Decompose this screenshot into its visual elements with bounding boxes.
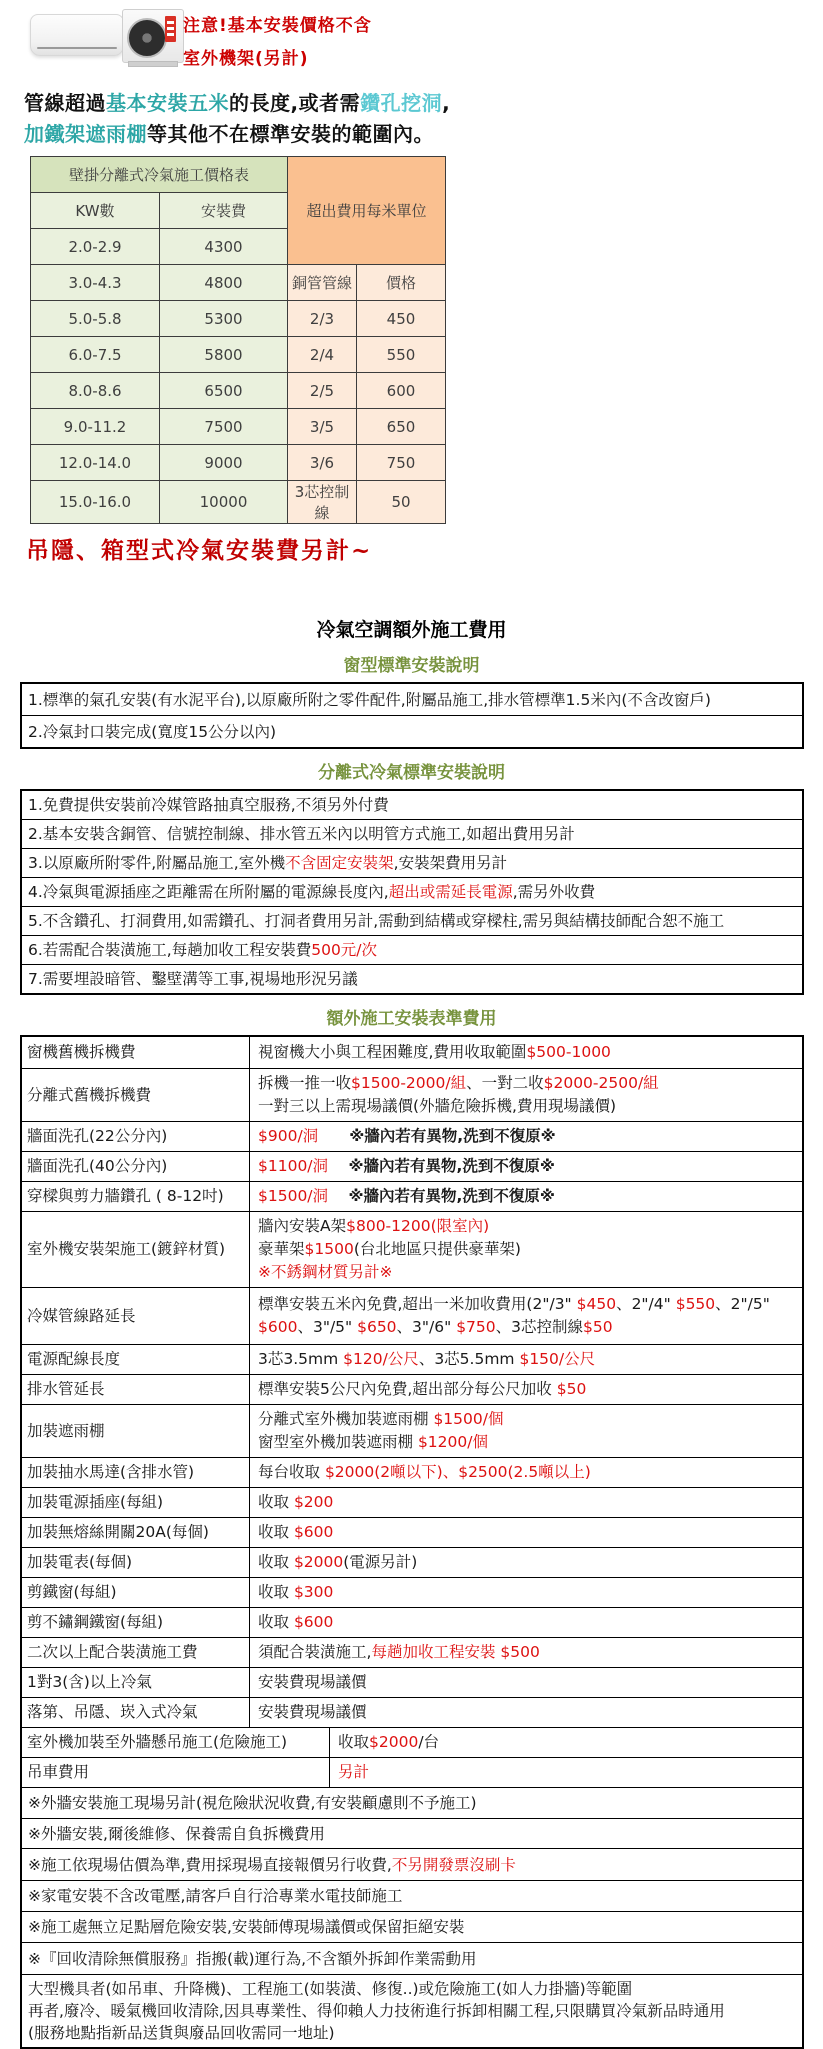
text-segment: $1100/洞	[258, 1157, 329, 1175]
note-line	[28, 2000, 796, 2022]
pipe-column-header: 銅管管線	[288, 265, 357, 301]
value-line	[258, 1408, 796, 1431]
fee-item-label: 剪不鏽鋼鐵窗(每組)	[22, 1608, 250, 1637]
text-segment: 、2"/4"	[616, 1295, 676, 1313]
text-segment: ,安裝架費用另計	[393, 854, 508, 872]
fee-item-value	[250, 1152, 802, 1181]
rule-text	[28, 689, 711, 711]
fee-item-label: 加裝遮雨棚	[22, 1405, 250, 1457]
note-row	[22, 1818, 802, 1848]
rule-row	[22, 715, 802, 747]
intro-paragraph	[24, 88, 823, 150]
excess-price-cell: 50	[357, 481, 446, 524]
text-segment: 3.以原廠所附零件,附屬品施工,室外機	[28, 854, 286, 872]
kw-range-cell: 12.0-14.0	[31, 445, 160, 481]
text-segment: 加鐵架遮雨棚	[24, 122, 147, 146]
fee-item-label: 加裝抽水馬達(含排水管)	[22, 1458, 250, 1487]
excess-price-cell: 750	[357, 445, 446, 481]
ceiling-cassette-note: 吊隱、箱型式冷氣安裝費另計~	[26, 537, 373, 564]
fee-item-value	[330, 1728, 802, 1757]
fee-item-value	[250, 1548, 802, 1577]
excess-price-cell: 650	[357, 409, 446, 445]
excess-price-cell: 550	[357, 337, 446, 373]
rule-row	[22, 848, 802, 877]
fee-item-value	[250, 1212, 802, 1287]
fee-item-value	[250, 1288, 802, 1344]
text-segment: ※『回收清除無償服務』指搬(載)運行為,不含額外拆卸作業需動用	[28, 1949, 477, 1968]
text-segment: 不含固定安裝架	[285, 854, 394, 872]
intro-line1	[24, 88, 823, 119]
value-line	[338, 1731, 796, 1754]
text-segment: $50	[583, 1318, 613, 1336]
fee-item-label: 1對3(含)以上冷氣	[22, 1668, 250, 1697]
kw-range-cell: 3.0-4.3	[31, 265, 160, 301]
fee-item-value	[250, 1698, 802, 1727]
text-segment: $1500/洞	[258, 1187, 329, 1205]
fee-item-value	[250, 1518, 802, 1547]
text-segment: 收取	[258, 1613, 294, 1631]
text-segment: $2000	[369, 1733, 419, 1751]
text-segment: $600	[258, 1318, 298, 1336]
text-segment: 1.免費提供安裝前冷媒管路抽真空服務,不須另外付費	[28, 796, 389, 814]
note-row	[22, 1848, 802, 1880]
fee-row	[22, 1637, 802, 1667]
text-segment: $200	[293, 1493, 334, 1511]
table-row	[31, 337, 446, 373]
fee-item-value	[330, 1758, 802, 1787]
text-segment: $120/公尺	[343, 1350, 419, 1368]
text-segment: ※牆內若有異物,洗到不復原※	[349, 1127, 556, 1145]
text-segment: 再者,廢冷、暖氣機回收清除,因具專業性、得仰賴人力技術進行拆卸相關工程,只限購買冷氣新品時通用	[28, 2002, 725, 2020]
fee-row	[22, 1181, 802, 1211]
fee-row	[22, 1487, 802, 1517]
kw-range-cell: 15.0-16.0	[31, 481, 160, 524]
fee-row	[22, 1037, 802, 1068]
text-segment: 視窗機大小與工程困難度,費用收取範圍	[258, 1043, 527, 1061]
fee-item-value	[250, 1182, 802, 1211]
text-segment: 收取	[258, 1493, 294, 1511]
text-segment: (台北地區只提供豪華架)	[353, 1240, 521, 1258]
text-segment	[318, 1127, 349, 1145]
fee-row	[22, 1757, 802, 1787]
fee-row	[22, 1457, 802, 1487]
header-block	[0, 4, 823, 69]
text-segment: 的長度,或者需	[229, 91, 361, 115]
value-line	[258, 1293, 796, 1339]
text-segment: 管線超過	[24, 91, 106, 115]
fee-row	[22, 1374, 802, 1404]
fee-item-value	[250, 1069, 802, 1121]
extra-fees-table	[20, 1035, 804, 2049]
rule-text	[28, 968, 358, 990]
note-row	[22, 1974, 802, 2047]
value-line	[258, 1581, 796, 1604]
ac-indoor-unit-image	[30, 14, 124, 56]
text-segment: 、2"/5"	[715, 1295, 770, 1313]
text-segment: $150/公尺	[519, 1350, 596, 1368]
text-segment: 收取	[258, 1553, 294, 1571]
fee-item-value	[250, 1037, 802, 1068]
text-segment: ※牆內若有異物,洗到不復原※	[348, 1187, 555, 1205]
text-segment: (電源另計)	[343, 1553, 418, 1571]
text-segment: ,需另外收費	[512, 883, 596, 901]
text-segment: (服務地點指新品送貨與廢品回收需同一地址)	[28, 2024, 335, 2042]
text-segment: 收取	[258, 1583, 294, 1601]
rule-text	[28, 939, 377, 961]
fee-item-label: 牆面洗孔(40公分內)	[22, 1152, 250, 1181]
text-segment: 、3"/5"	[297, 1318, 358, 1336]
fee-item-value	[250, 1375, 802, 1404]
wall-split-price-table	[30, 156, 446, 524]
fee-item-label: 牆面洗孔(22公分內)	[22, 1122, 250, 1151]
fee-row	[22, 1151, 802, 1181]
install-fee-cell: 5300	[160, 301, 288, 337]
fee-item-value	[250, 1638, 802, 1667]
text-segment: $650	[357, 1318, 397, 1336]
note-line	[28, 1948, 796, 1970]
kw-range-cell: 6.0-7.5	[31, 337, 160, 373]
text-segment: 安裝費現場議價	[258, 1673, 367, 1691]
text-segment: ※施工依現場估價為準,費用採現場直接報價另行收費,	[28, 1855, 392, 1874]
fee-row	[22, 1547, 802, 1577]
install-fee-cell: 6500	[160, 373, 288, 409]
fee-item-value	[250, 1578, 802, 1607]
table-row	[31, 373, 446, 409]
fee-item-label: 穿樑與剪力牆鑽孔 ( 8-12吋)	[22, 1182, 250, 1211]
fee-row	[22, 1287, 802, 1344]
text-segment: 標準安裝5公尺內免費,超出部分每公尺加收	[258, 1380, 557, 1398]
install-fee-cell: 5800	[160, 337, 288, 373]
fee-item-label: 加裝無熔絲開關20A(每個)	[22, 1518, 250, 1547]
note-line	[28, 1792, 796, 1814]
fee-row	[22, 1404, 802, 1457]
ac-outdoor-unit-image	[122, 9, 184, 63]
value-line	[258, 1461, 796, 1484]
fee-item-label: 加裝電表(每個)	[22, 1548, 250, 1577]
kw-range-cell: 9.0-11.2	[31, 409, 160, 445]
value-line	[258, 1238, 796, 1261]
text-segment: 6.若需配合裝潢施工,每趟加收工程安裝費	[28, 941, 312, 959]
value-line	[258, 1041, 796, 1064]
fee-row	[22, 1607, 802, 1637]
text-segment: 、一對二收	[466, 1074, 544, 1092]
fee-item-label: 電源配線長度	[22, 1345, 250, 1374]
value-line	[338, 1761, 796, 1784]
text-segment: $50	[556, 1380, 587, 1398]
fee-row	[22, 1344, 802, 1374]
text-segment: $550	[675, 1295, 716, 1313]
value-line	[258, 1551, 796, 1574]
fee-item-label: 加裝電源插座(每組)	[22, 1488, 250, 1517]
text-segment: ※施工處無立足點層危險安裝,安裝師傅現場議價或保留拒絕安裝	[28, 1918, 465, 1936]
install-fee-cell: 7500	[160, 409, 288, 445]
value-line	[258, 1215, 796, 1238]
window-rules-table	[20, 682, 804, 749]
text-segment: $1500/個	[433, 1410, 504, 1428]
text-segment: ※不銹鋼材質另計※	[258, 1263, 393, 1281]
split-rules-table	[20, 789, 804, 995]
value-line	[258, 1261, 796, 1284]
fee-item-value	[250, 1488, 802, 1517]
outdoor-unit-label-badge	[165, 16, 176, 42]
rule-text	[28, 910, 724, 932]
text-segment: 超出或需延長電源	[388, 883, 513, 901]
fee-item-label: 吊車費用	[22, 1758, 330, 1787]
note-row	[22, 1787, 802, 1818]
rule-row	[22, 964, 802, 993]
pipe-size-cell: 2/4	[288, 337, 357, 373]
text-segment: $1200/個	[417, 1433, 488, 1451]
text-segment: 500元/次	[311, 941, 378, 959]
notice-text	[183, 10, 372, 76]
text-segment: 2.冷氣封口裝完成(寬度15公分以內)	[28, 722, 277, 741]
table-row	[31, 265, 446, 301]
text-segment: $900/洞	[258, 1127, 319, 1145]
rule-row	[22, 819, 802, 848]
text-segment: $300	[293, 1583, 334, 1601]
text-segment: $800-1200(限室內)	[346, 1217, 490, 1235]
intro-line2	[24, 119, 823, 150]
text-segment: 等其他不在標準安裝的範圍內。	[147, 122, 434, 146]
value-line	[258, 1072, 796, 1095]
text-segment: 標準安裝五米內免費,超出一米加收費用(2"/3"	[258, 1295, 577, 1313]
rule-text	[28, 794, 389, 816]
note-row	[22, 1911, 802, 1942]
text-segment: 、3芯5.5mm	[418, 1350, 520, 1368]
fee-item-value	[250, 1345, 802, 1374]
rule-text	[28, 852, 507, 874]
value-line	[258, 1641, 796, 1664]
fan-icon	[127, 18, 167, 58]
fee-item-value	[250, 1668, 802, 1697]
pipe-size-cell: 2/3	[288, 301, 357, 337]
kw-column-header: KW數	[31, 193, 160, 229]
text-segment: $500-1000	[526, 1043, 611, 1061]
text-segment: ※牆內若有異物,洗到不復原※	[348, 1157, 555, 1175]
text-segment: /台	[418, 1733, 440, 1751]
text-segment: 3芯3.5mm	[258, 1350, 344, 1368]
install-fee-cell: 10000	[160, 481, 288, 524]
fee-row	[22, 1517, 802, 1547]
rule-row	[22, 877, 802, 906]
fee-item-label: 排水管延長	[22, 1375, 250, 1404]
text-segment: ※外牆安裝,爾後維修、保養需自負拆機費用	[28, 1824, 325, 1843]
text-segment	[328, 1187, 348, 1205]
note-row	[22, 1880, 802, 1911]
notice-line1: 注意!基本安裝價格不含	[183, 16, 372, 36]
rule-row	[22, 684, 802, 715]
rule-text	[28, 721, 276, 743]
excess-price-cell: 600	[357, 373, 446, 409]
text-segment: 收取	[338, 1733, 370, 1751]
price-table-title: 壁掛分離式冷氣施工價格表	[31, 157, 288, 193]
text-segment: $600	[293, 1523, 334, 1541]
fee-item-value	[250, 1122, 802, 1151]
page-title: 冷氣空調額外施工費用	[316, 619, 507, 641]
table-row	[31, 445, 446, 481]
note-line	[28, 2022, 796, 2044]
value-line	[258, 1378, 796, 1401]
table-row	[31, 157, 446, 193]
fee-item-label: 二次以上配合裝潢施工費	[22, 1638, 250, 1667]
text-segment: 窗型室外機加裝遮雨棚	[258, 1433, 418, 1451]
fee-item-value	[250, 1608, 802, 1637]
text-segment: 5.不含鑽孔、打洞費用,如需鑽孔、打洞者費用另計,需動到結構或穿樑柱,需另與結構技師配合恕不施工	[28, 912, 725, 930]
fee-item-label: 剪鐵窗(每組)	[22, 1578, 250, 1607]
fee-row	[22, 1211, 802, 1287]
text-segment: ※家電安裝不含改電壓,請客戶自行洽專業水電技師施工	[28, 1887, 403, 1905]
table-row	[31, 409, 446, 445]
text-segment	[328, 1157, 348, 1175]
fee-row	[22, 1667, 802, 1697]
text-segment: 另計	[338, 1763, 370, 1781]
rule-row	[22, 935, 802, 964]
install-fee-cell: 9000	[160, 445, 288, 481]
fee-item-value	[250, 1405, 802, 1457]
text-segment: 大型機具者(如吊車、升降機)、工程施工(如裝潢、修復..)或危險施工(如人力掛牆)等範圍	[28, 1980, 633, 1998]
fee-row	[22, 1577, 802, 1607]
text-segment: 拆機一推一收	[258, 1074, 352, 1092]
text-segment: 牆內安裝A架	[258, 1217, 347, 1235]
value-line	[258, 1701, 796, 1724]
fee-column-header: 安裝費	[160, 193, 288, 229]
value-line	[258, 1185, 796, 1208]
text-segment: 1.標準的氣孔安裝(有水泥平台),以原廠所附之零件配件,附屬品施工,排水管標準1.5米內(不含改窗戶)	[28, 690, 711, 709]
text-segment: $450	[576, 1295, 617, 1313]
extra-fees-heading: 額外施工安裝表準費用	[326, 1009, 497, 1029]
value-line	[258, 1611, 796, 1634]
value-line	[258, 1155, 796, 1178]
text-segment: 每台收取	[258, 1463, 325, 1481]
outdoor-unit-feet	[129, 62, 177, 66]
rule-row	[22, 791, 802, 819]
note-line	[28, 1885, 796, 1907]
text-segment: ,	[442, 91, 451, 115]
fee-item-value	[250, 1458, 802, 1487]
price-column-header: 價格	[357, 265, 446, 301]
fee-item-label: 冷媒管線路延長	[22, 1288, 250, 1344]
text-segment: 鑽孔挖洞	[360, 91, 443, 115]
value-line	[258, 1125, 796, 1148]
fee-row	[22, 1727, 802, 1757]
fee-item-label: 窗機舊機拆機費	[22, 1037, 250, 1068]
pipe-size-cell: 3/6	[288, 445, 357, 481]
fee-row	[22, 1068, 802, 1121]
pipe-size-cell: 3芯控制線	[288, 481, 357, 524]
text-segment: 基本安裝五米	[106, 91, 229, 115]
value-line	[258, 1491, 796, 1514]
text-segment: 不另開發票沒刷卡	[391, 1855, 516, 1874]
text-segment: 每趟加收工程安裝 $500	[371, 1643, 540, 1661]
fee-item-label: 分離式舊機拆機費	[22, 1069, 250, 1121]
pipe-size-cell: 3/5	[288, 409, 357, 445]
text-segment: 安裝費現場議價	[258, 1703, 367, 1721]
text-segment: 分離式室外機加裝遮雨棚	[258, 1410, 434, 1428]
text-segment: $750	[456, 1318, 496, 1336]
excess-fee-header: 超出費用每米單位	[288, 157, 446, 265]
text-segment: 4.冷氣與電源插座之距離需在所附屬的電源線長度內,	[28, 883, 389, 901]
note-line	[28, 1823, 796, 1845]
fee-row	[22, 1697, 802, 1727]
text-segment: $2000-2500/組	[543, 1074, 659, 1092]
fee-row	[22, 1121, 802, 1151]
text-segment: 須配合裝潢施工,	[258, 1643, 372, 1661]
kw-range-cell: 5.0-5.8	[31, 301, 160, 337]
table-row	[31, 301, 446, 337]
kw-range-cell: 8.0-8.6	[31, 373, 160, 409]
notice-line2: 室外機架(另計)	[183, 49, 309, 69]
pipe-size-cell: 2/5	[288, 373, 357, 409]
text-segment: 收取	[258, 1523, 294, 1541]
text-segment: $2000	[293, 1553, 344, 1571]
text-segment: $1500-2000/組	[351, 1074, 467, 1092]
value-line	[258, 1431, 796, 1454]
value-line	[258, 1348, 796, 1371]
text-segment: 一對三以上需現場議價(外牆危險拆機,費用現場議價)	[258, 1097, 617, 1115]
install-fee-cell: 4800	[160, 265, 288, 301]
split-standard-heading: 分離式冷氣標準安裝說明	[318, 763, 505, 783]
text-segment: $600	[293, 1613, 334, 1631]
excess-price-cell: 450	[357, 301, 446, 337]
rule-row	[22, 906, 802, 935]
note-line	[28, 1978, 796, 2000]
rule-text	[28, 881, 595, 903]
note-row	[22, 1942, 802, 1974]
window-standard-heading: 窗型標準安裝說明	[343, 656, 480, 676]
text-segment: ※外牆安裝施工現場另計(視危險狀況收費,有安裝顧慮則不予施工)	[28, 1794, 477, 1812]
kw-range-cell: 2.0-2.9	[31, 229, 160, 265]
value-line	[258, 1095, 796, 1118]
text-segment: $2000(2噸以下)、$2500(2.5噸以上)	[324, 1463, 591, 1481]
text-segment: 、3"/6"	[396, 1318, 457, 1336]
install-fee-cell: 4300	[160, 229, 288, 265]
text-segment: 2.基本安裝含銅管、信號控制線、排水管五米內以明管方式施工,如超出費用另計	[28, 825, 575, 843]
fee-item-label: 室外機加裝至外牆懸吊施工(危險施工)	[22, 1728, 330, 1757]
table-row	[31, 481, 446, 524]
note-line	[28, 1854, 796, 1876]
text-segment: 7.需要埋設暗管、鑿壁溝等工事,視場地形況另議	[28, 970, 358, 988]
fee-item-label: 室外機安裝架施工(鍍鋅材質)	[22, 1212, 250, 1287]
text-segment: $1500	[304, 1240, 354, 1258]
text-segment: 、3芯控制線	[495, 1318, 584, 1336]
value-line	[258, 1521, 796, 1544]
fee-item-label: 落第、吊隱、崁入式冷氣	[22, 1698, 250, 1727]
text-segment: 豪華架	[258, 1240, 305, 1258]
value-line	[258, 1671, 796, 1694]
rule-text	[28, 823, 575, 845]
